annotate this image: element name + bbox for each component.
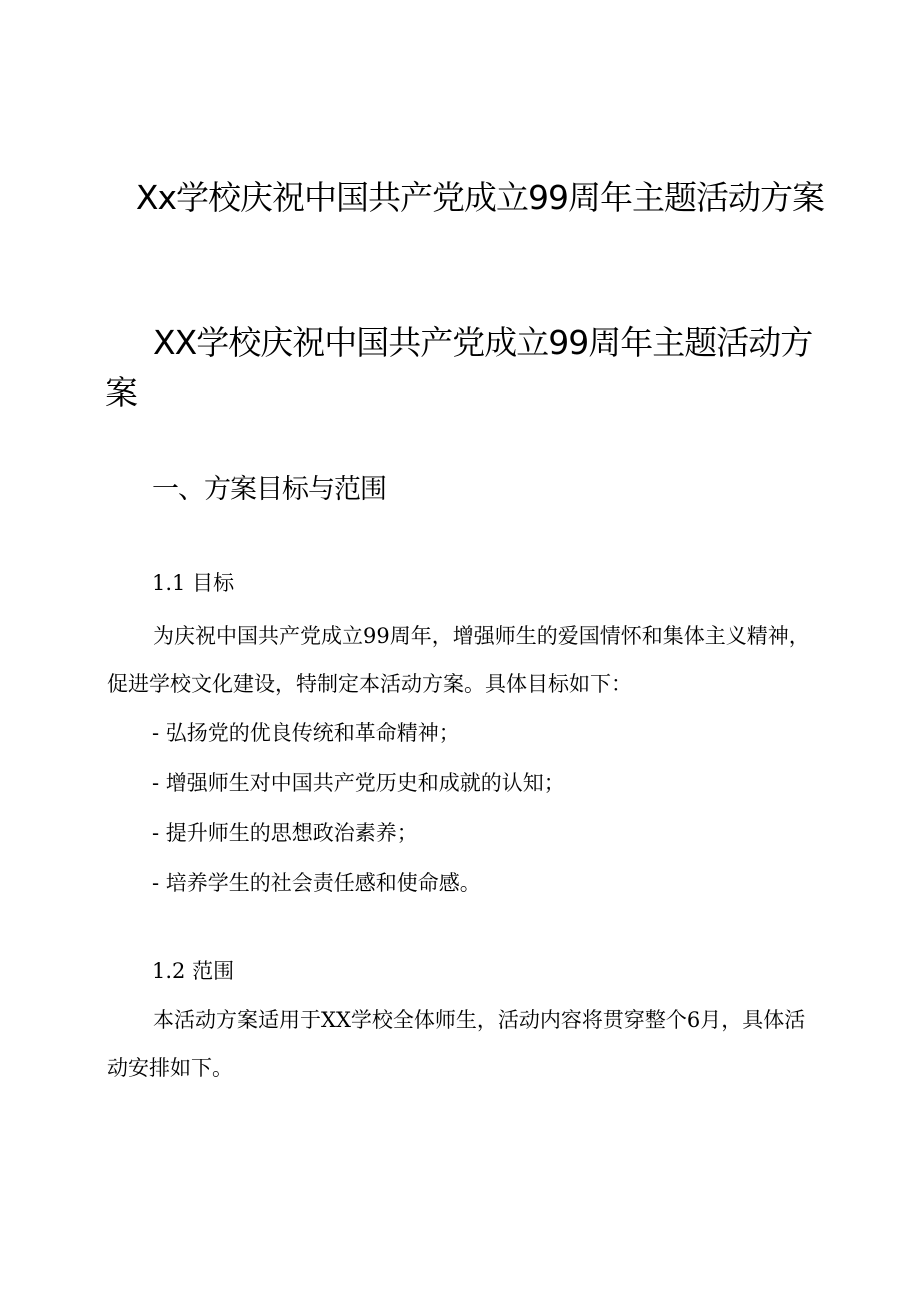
goals-bullet-list — [152, 708, 565, 908]
list-item: - 培养学生的社会责任感和使命感。 — [152, 871, 481, 895]
section-heading-goals-scope: 一、方案目标与范围 — [152, 474, 386, 505]
list-item: - 弘扬党的优良传统和革命精神； — [152, 721, 460, 745]
subheading-goals: 1.1 目标 — [152, 571, 235, 595]
list-item: - 增强师生对中国共产党历史和成就的认知； — [152, 771, 565, 795]
list-item: - 提升师生的思想政治素养； — [152, 821, 418, 845]
scope-paragraph: 本活动方案适用于XX学校全体师生，活动内容将贯穿整个6月，具体活动安排如下。 — [107, 1008, 806, 1080]
document-title: Xx学校庆祝中国共产党成立99周年主题活动方案 — [135, 178, 825, 217]
subheading-scope: 1.2 范围 — [152, 959, 235, 983]
goals-intro-paragraph: 为庆祝中国共产党成立99周年，增强师生的爱国情怀和集体主义精神，促进学校文化建设，特制定本活动方案。具体目标如下： — [107, 624, 810, 696]
document-subtitle: XX学校庆祝中国共产党成立99周年主题活动方案 — [105, 323, 813, 412]
